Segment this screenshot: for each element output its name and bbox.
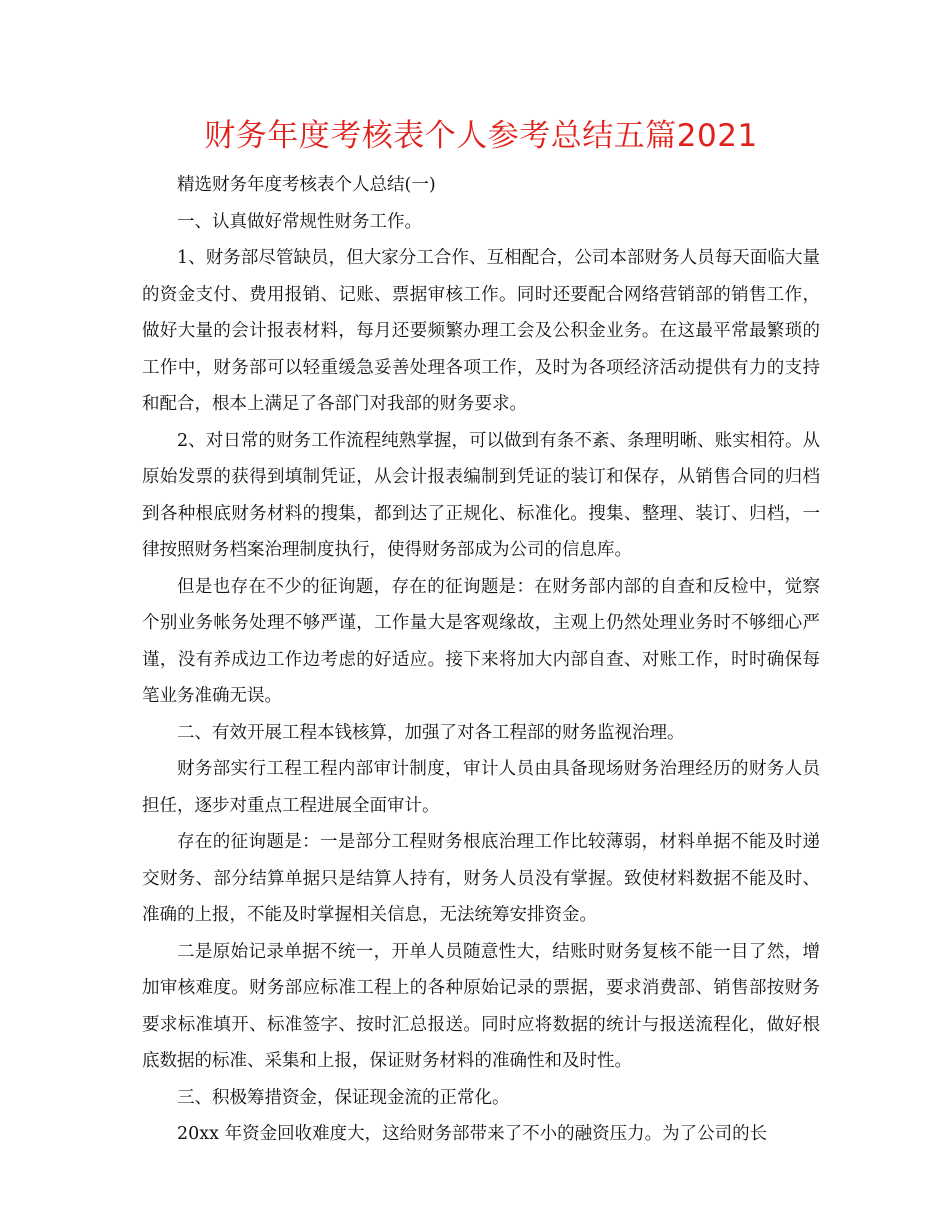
paragraph-section-3-heading: 三、积极筹措资金，保证现金流的正常化。 — [177, 1087, 510, 1108]
paragraph: 但是也存在不少的征询题，存在的征询题是：在财务部内部的自查和反检中，觉察个别业务帐务处理不够严谨，工作量大是客观缘故，主观上仍然处理业务时不够细心严谨，没有养成边工作边考虑的好适应。接下来将加大内部自查、对账工作，时时确保每笔业务准确无误。 — [142, 576, 820, 707]
paragraph-section-1-heading: 一、认真做好常规性财务工作。 — [177, 211, 422, 232]
paragraph-section-2-heading: 二、有效开展工程本钱核算，加强了对各工程部的财务监视治理。 — [177, 722, 685, 743]
document-body — [142, 167, 820, 1153]
paragraph: 二是原始记录单据不统一，开单人员随意性大，结账时财务复核不能一目了然，增加审核难度。财务部应标准工程上的各种原始记录的票据，要求消费部、销售部按财务要求标准填开、标准签字、按时汇总报送。同时应将数据的统计与报送流程化，做好根底数据的标准、采集和上报，保证财务材料的准确性和及时性。 — [142, 941, 820, 1072]
paragraph: 20xx 年资金回收难度大，这给财务部带来了不小的融资压力。为了公司的长 — [177, 1124, 768, 1145]
document-title: 财务年度考核表个人参考总结五篇2021 — [204, 118, 758, 154]
paragraph-subtitle: 精选财务年度考核表个人总结(一) — [177, 175, 436, 196]
paragraph: 2、对日常的财务工作流程纯熟掌握，可以做到有条不紊、条理明晰、账实相符。从原始发票的获得到填制凭证，从会计报表编制到凭证的装订和保存，从销售合同的归档到各种根底财务材料的搜集，都到达了正规化、标准化。搜集、整理、装订、归档，一律按照财务档案治理制度执行，使得财务部成为公司的信息库。 — [142, 430, 820, 561]
paragraph: 存在的征询题是：一是部分工程财务根底治理工作比较薄弱，材料单据不能及时递交财务、部分结算单据只是结算人持有，财务人员没有掌握。致使材料数据不能及时、准确的上报，不能及时掌握相关信息，无法统筹安排资金。 — [142, 832, 820, 926]
paragraph: 1、财务部尽管缺员，但大家分工合作、互相配合，公司本部财务人员每天面临大量的资金支付、费用报销、记账、票据审核工作。同时还要配合网络营销部的销售工作，做好大量的会计报表材料，每月还要频繁办理工会及公积金业务。在这最平常最繁琐的工作中，财务部可以轻重缓急妥善处理各项工作，及时为各项经济活动提供有力的支持和配合，根本上满足了各部门对我部的财务要求。 — [142, 248, 820, 415]
paragraph: 财务部实行工程工程内部审计制度，审计人员由具备现场财务治理经历的财务人员担任，逐步对重点工程进展全面审计。 — [142, 759, 820, 816]
